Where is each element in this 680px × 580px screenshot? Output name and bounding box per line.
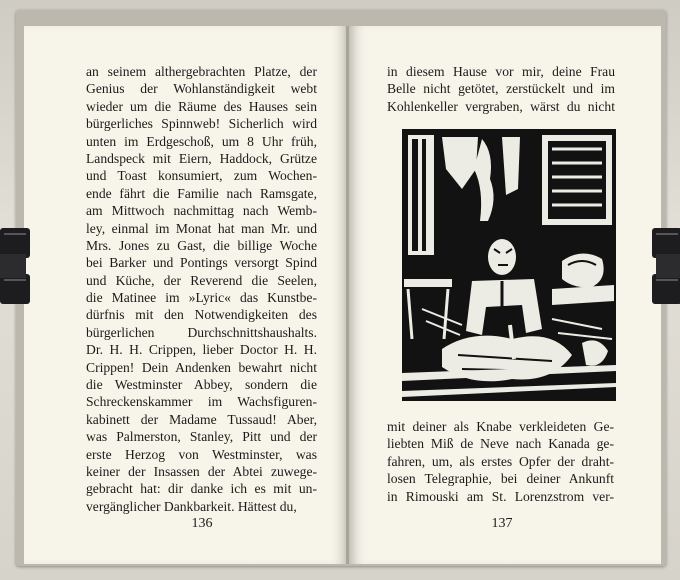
text-line: an seinem althergebrachten Platze, der bbox=[86, 64, 317, 79]
text-line: kabinett der Madame Tussaud! Aber, bbox=[86, 411, 317, 427]
page-number-right: 137 bbox=[491, 516, 513, 531]
text-line: Kohlenkeller vergraben, wärst du nicht bbox=[387, 98, 615, 114]
left-page bbox=[24, 26, 348, 564]
text-line: erste Herzog von Westminster, was bbox=[86, 446, 317, 462]
text-line: gebracht hat: dir danke ich es mit un- bbox=[86, 481, 317, 497]
text-line: was Palmerston, Stanley, Pitt und der bbox=[86, 429, 317, 445]
text-line: vergänglicher Dankbarkeit. Hättest du, bbox=[86, 498, 297, 514]
right-page-top-text bbox=[387, 63, 615, 115]
text-line: keiner der Insassen der Abtei zuwege- bbox=[86, 463, 317, 479]
text-line: Belle nicht getötet, zerstückelt und im bbox=[387, 81, 615, 97]
text-line: wieder um die Räume des Hauses sein bbox=[86, 98, 317, 114]
text-line: Genius der Wohlanständigkeit webt bbox=[86, 81, 317, 97]
text-line: ende fährt die Familie nach Ramsgate, bbox=[86, 185, 317, 201]
text-line: die Westminster Abbey, sondern die bbox=[86, 377, 317, 393]
left-page-text bbox=[86, 63, 317, 515]
right-page-bottom-text bbox=[387, 418, 614, 505]
binder-clip-left bbox=[0, 224, 34, 308]
text-line: und Toast konsumiert, zum Wochen- bbox=[86, 168, 317, 184]
open-book bbox=[16, 10, 666, 566]
woodcut-illustration bbox=[402, 129, 616, 401]
binder-clip-right bbox=[648, 224, 680, 308]
text-line: bürgerliches Spinnweb! Sicherlich wird bbox=[86, 116, 317, 132]
page-number-left: 136 bbox=[191, 516, 213, 531]
text-line: bürgerlichen Durchschnittshaushalts. bbox=[86, 324, 317, 340]
text-line: dürfnis mit den Notwendigkeiten des bbox=[86, 307, 317, 323]
text-line: Schreckenskammer im Wachsfiguren- bbox=[86, 394, 317, 410]
text-line: bei Barker und Pontings versorgt Spind bbox=[86, 255, 317, 271]
text-line: in diesem Hause vor mir, deine Frau bbox=[387, 64, 615, 79]
text-line: Mrs. Jones zu Gast, die billige Woche bbox=[86, 237, 317, 253]
text-line: losen Telegraphie, bei deiner Ankunft bbox=[387, 471, 614, 487]
text-line: unten im Erdgeschoß, um 8 Uhr früh, bbox=[86, 133, 317, 149]
text-line: Dr. H. H. Crippen, lieber Doctor H. H. bbox=[86, 342, 317, 358]
text-line: die Matinee im »Lyric« das Kunstbe- bbox=[86, 290, 317, 306]
right-page bbox=[349, 26, 661, 564]
text-line: fahren, um, als erstes Opfer der draht- bbox=[387, 453, 614, 469]
text-line: Crippen! Dein Andenken bewahrt nicht bbox=[86, 359, 317, 375]
text-line: Landspeck mit Eiern, Haddock, Grütze bbox=[86, 150, 317, 166]
text-line: und Küche, der Reverend die Seelen, bbox=[86, 272, 317, 288]
text-line: ley, einmal im Monat hat man Mr. und bbox=[86, 220, 317, 236]
text-line: liebten Miß de Neve nach Kanada ge- bbox=[387, 436, 614, 452]
text-line: in Rimouski am St. Lorenzstrom ver- bbox=[387, 488, 614, 504]
text-line: am Mittwoch nachmittag nach Wemb- bbox=[86, 203, 317, 219]
text-line: mit deiner als Knabe verkleideten Ge- bbox=[387, 419, 614, 434]
